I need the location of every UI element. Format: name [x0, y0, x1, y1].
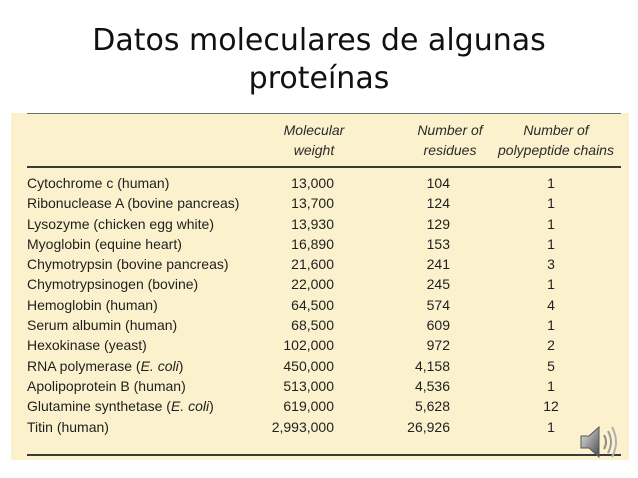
chain-count: 1 — [547, 377, 555, 394]
protein-name: Lysozyme (chicken egg white) — [27, 215, 215, 232]
molecular-weight: 102,000 — [283, 337, 334, 354]
molecular-weight: 2,993,000 — [271, 418, 334, 435]
protein-name: Ribonuclease A (bovine pancreas) — [27, 195, 240, 212]
chain-count: 1 — [547, 215, 555, 232]
molecular-weight: 22,000 — [291, 276, 334, 293]
molecular-weight: 21,600 — [291, 256, 334, 273]
protein-name: Serum albumin (human) — [27, 317, 178, 334]
protein-name-suffix: ) — [209, 398, 214, 415]
table-row — [11, 173, 629, 193]
protein-name: Cytochrome c (human) — [27, 175, 170, 191]
speaker-icon[interactable] — [578, 422, 620, 462]
protein-name: Chymotrypsinogen (bovine) — [27, 276, 199, 293]
residue-count: 104 — [426, 175, 450, 191]
table-row — [11, 356, 629, 376]
header-residues-line-1: Number of — [417, 122, 483, 138]
header-residues-line-2: residues — [423, 142, 477, 158]
protein-name-suffix: ) — [178, 357, 184, 374]
chain-count: 1 — [547, 276, 555, 293]
residue-count: 574 — [426, 296, 450, 313]
slide-title-line-1: Datos moleculares de algunas — [92, 23, 546, 58]
residue-count: 241 — [426, 256, 450, 273]
header-weight-line-1: Molecular — [283, 122, 345, 138]
residue-count: 4,536 — [414, 377, 450, 394]
protein-name: Apolipoprotein B (human) — [27, 377, 186, 394]
molecular-weight: 13,930 — [291, 215, 334, 232]
molecular-weight: 13,000 — [291, 175, 334, 191]
residue-count: 153 — [426, 235, 450, 252]
protein-name-organism: E. coli — [140, 357, 179, 374]
chain-count: 4 — [547, 296, 555, 313]
chain-count: 3 — [547, 256, 555, 273]
protein-name — [27, 356, 183, 376]
chain-count: 1 — [547, 317, 555, 334]
speaker-icon-graphic — [578, 422, 620, 462]
table-header-rule — [27, 166, 621, 168]
table-row — [11, 315, 629, 335]
molecular-weight: 16,890 — [291, 235, 334, 252]
table-bottom-rule — [27, 454, 621, 456]
chain-count: 1 — [547, 195, 555, 212]
table-row — [11, 214, 629, 234]
table-row — [11, 295, 629, 315]
residue-count: 124 — [426, 195, 450, 212]
header-chains-line-1: Number of — [523, 122, 589, 138]
protein-name-prefix: RNA polymerase ( — [27, 357, 141, 374]
header-chains-line-2: polypeptide chains — [498, 142, 614, 158]
protein-name-prefix: Glutamine synthetase ( — [27, 398, 171, 415]
table-row — [11, 335, 629, 355]
table-row — [11, 396, 629, 416]
slide-title-line-2: proteínas — [248, 61, 390, 96]
residue-count: 4,158 — [414, 357, 450, 374]
table-top-rule — [27, 113, 621, 114]
chain-count: 1 — [547, 175, 555, 191]
protein-name-organism: E. coli — [170, 398, 210, 415]
table-row — [11, 274, 629, 294]
residue-count: 26,926 — [407, 418, 450, 435]
protein-data-table — [11, 113, 629, 460]
table-body — [11, 173, 629, 437]
header-molecular-weight — [259, 120, 369, 160]
header-polypeptide-chains — [491, 120, 621, 160]
table-row — [11, 254, 629, 274]
protein-name: Hemoglobin (human) — [27, 296, 158, 313]
molecular-weight: 513,000 — [283, 377, 334, 394]
chain-count: 5 — [547, 357, 555, 374]
protein-name: Chymotrypsin (bovine pancreas) — [27, 256, 229, 273]
header-weight-line-2: weight — [293, 142, 335, 158]
molecular-weight: 64,500 — [291, 296, 334, 313]
table-row — [11, 417, 629, 437]
protein-name: Hexokinase (yeast) — [27, 337, 147, 354]
table-row — [11, 234, 629, 254]
chain-count: 12 — [543, 398, 559, 415]
molecular-weight: 619,000 — [283, 398, 334, 415]
header-number-of-residues — [395, 120, 505, 160]
protein-name: Titin (human) — [27, 418, 109, 435]
molecular-weight: 450,000 — [283, 357, 334, 374]
residue-count: 972 — [426, 337, 450, 354]
residue-count: 245 — [426, 276, 450, 293]
chain-count: 1 — [547, 418, 555, 435]
chain-count: 2 — [547, 337, 555, 354]
table-row — [11, 376, 629, 396]
residue-count: 609 — [426, 317, 450, 334]
slide-title — [0, 22, 638, 98]
molecular-weight: 13,700 — [291, 195, 334, 212]
protein-name — [27, 396, 214, 416]
molecular-weight: 68,500 — [291, 317, 334, 334]
table-row — [11, 193, 629, 213]
protein-name: Myoglobin (equine heart) — [27, 235, 182, 252]
residue-count: 5,628 — [414, 398, 450, 415]
chain-count: 1 — [547, 235, 555, 252]
residue-count: 129 — [426, 215, 450, 232]
